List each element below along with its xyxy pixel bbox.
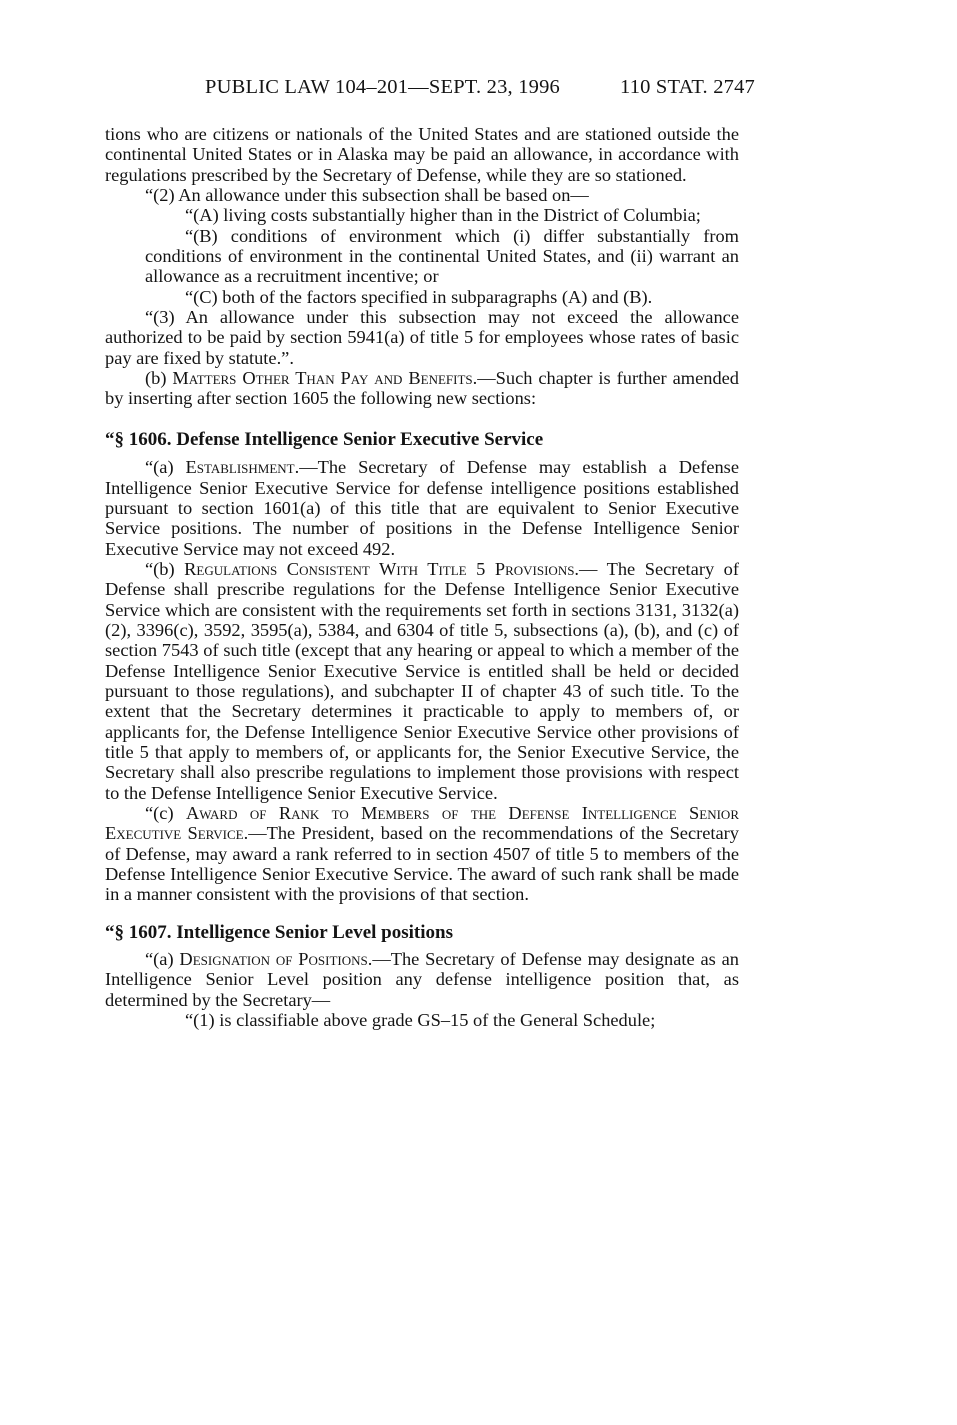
subsection-text: —The Secretary of Defense may designate as an Intelligence Senior Level position any defense intelligence position that, as determined by the Secretary— [105, 949, 739, 1010]
paragraph-3: “(3) An allowance under this subsection may not exceed the allowance authorized to be paid by section 5941(a) of title 5 for employees whose rates of basic pay are fixed by statute.”. [105, 307, 739, 368]
subsection-prefix: “(a) [145, 457, 186, 478]
subsection-prefix: “(b) [145, 558, 185, 579]
subparagraph-b: “(B) conditions of environment which (i) differ substantially from conditions of environment in the continental United States, and (ii) warrant an allowance as a recruitment incentive; or [145, 225, 739, 287]
paragraph-2: “(2) An allowance under this subsection shall be based on— [145, 185, 589, 206]
paragraph-continuation: tions who are citizens or nationals of the United States and are stationed outside the continental United States or in Alaska may be paid an allowance, in accordance with regulations prescribed by the Secretary of Defense, while they are so stationed. [105, 124, 739, 185]
section-1607-paragraph-1: “(1) is classifiable above grade GS–15 of the General Schedule; [185, 1010, 656, 1031]
section-1606-subsection-c [105, 803, 739, 905]
section-1607-subsection-a [105, 949, 739, 1010]
subsection-prefix: “(a) [145, 949, 180, 970]
running-head [105, 76, 755, 102]
subsection-text: —The Secretary of Defense may establish a Defense Intelligence Senior Executive Service for defense intelligence positions established pursuant to section 1601(a) of this title that are equivalent to Senior Executive Service positions. The number of positions in the Defense Intelligence Senior Executive Service may not exceed 492. [105, 457, 740, 559]
public-law-citation: PUBLIC LAW 104–201—SEPT. 23, 1996 [205, 76, 560, 98]
subsection-caption: Regulations Consistent With Title 5 Provisions. [184, 558, 580, 579]
document-page [105, 76, 755, 1031]
section-1606-subsection-b [105, 559, 739, 803]
section-1606-heading: “§ 1606. Defense Intelligence Senior Executive Service [105, 428, 544, 450]
subsection-text: — The Secretary of Defense shall prescribe regulations for the Defense Intelligence Senior Executive Service which are consistent with the requirements set forth in sections 3131, 3132(a)(2), 3396(c), 3592, 3595(a), 5384, and 6304 of title 5, subsections (a), (b), and (c) of section 7543 of such title (except that any hearing or appeal to which a member of the Defense Intelligence Senior Executive Service is entitled shall be held or decided pursuant to those regulations), and subchapter II of chapter 43 of such title. To the extent that the Secretary determines it practicable to apply to members of, or applicants for, the Defense Intelligence Senior Executive Service other provisions of title 5 that apply to members of, or applicants for, the Senior Executive Service, the Secretary shall also prescribe regulations to implement those provisions with respect to the Defense Intelligence Senior Executive Service. [105, 558, 739, 803]
subparagraph-c: “(C) both of the factors specified in subparagraphs (A) and (B). [185, 286, 653, 307]
statute-page-number: 110 STAT. 2747 [620, 76, 755, 98]
section-1607-heading: “§ 1607. Intelligence Senior Level positions [105, 921, 453, 943]
subsection-text: —The President, based on the recommendations of the Secretary of Defense, may award a rank referred to in section 4507 of title 5 to members of the Defense Intelligence Senior Executive Service. The award of such rank shall be made in a manner consistent with the provisions of that section. [105, 823, 740, 905]
subsection-caption: Designation of Positions. [179, 949, 373, 970]
subsection-caption: Establishment. [185, 457, 300, 478]
subsection-prefix: “(c) [145, 803, 186, 823]
subsection-text: —Such chapter is further amended by inserting after section 1605 the following new sections: [105, 368, 740, 409]
body-text [105, 124, 739, 1030]
subparagraph-a: “(A) living costs substantially higher than in the District of Columbia; [185, 205, 701, 226]
section-1606-subsection-a [105, 457, 739, 559]
subsection-caption: Matters Other Than Pay and Benefits. [172, 368, 478, 389]
subsection-caption: Award of Rank to Members of the Defense Intelligence Senior Executive Service. [105, 803, 739, 844]
subsection-b-matters-other-than-pay [105, 368, 739, 409]
subsection-prefix: (b) [145, 368, 173, 389]
